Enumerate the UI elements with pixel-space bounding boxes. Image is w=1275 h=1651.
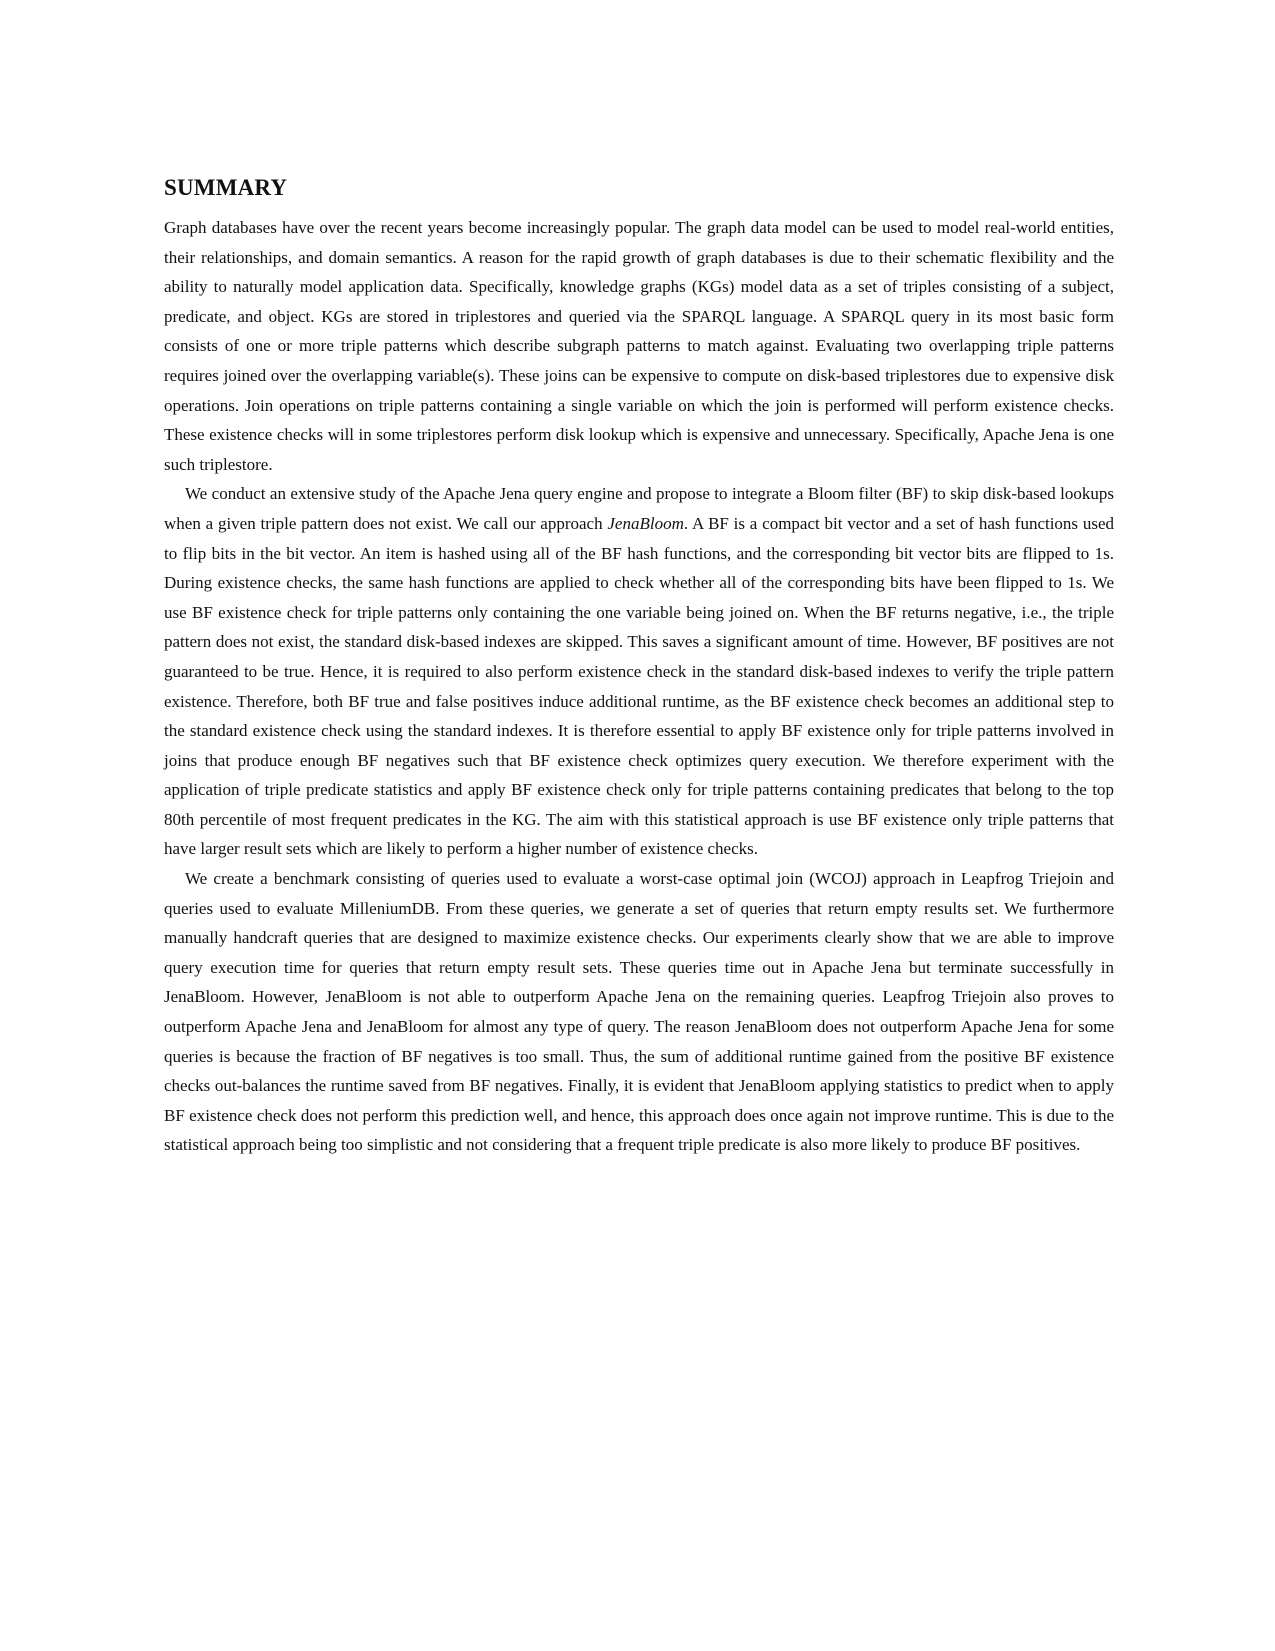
paragraph-3: We create a benchmark consisting of queries used to evaluate a worst-case optimal join (WCOJ) approach in Leapfrog Triejoin and queries used to evaluate MilleniumDB. From these queries, we generate a set of queries that return empty results set. We furthermore manually handcraft queries that are designed to maximize existence checks. Our experiments clearly show that we are able to improve query execution time for queries that return empty result sets. These queries time out in Apache Jena but terminate successfully in JenaBloom. However, JenaBloom is not able to outperform Apache Jena on the remaining queries. Leapfrog Triejoin also proves to outperform Apache Jena and JenaBloom for almost any type of query. The reason JenaBloom does not outperform Apache Jena for some queries is because the fraction of BF negatives is too small. Thus, the sum of additional runtime gained from the positive BF existence checks out-balances the runtime saved from BF negatives. Finally, it is evident that JenaBloom applying statistics to predict when to apply BF existence check does not perform this prediction well, and hence, this approach does once again not improve runtime. This is due to the statistical approach being too simplistic and not considering that a frequent triple predicate is also more likely to produce BF positives. — [164, 869, 1114, 1155]
summary-section — [164, 172, 1114, 1160]
paragraph-2-text-end: . A BF is a compact bit vector and a set of hash functions used to flip bits in the bit vector. An item is hashed using all of the BF hash functions, and the corresponding bit vector bits are flipped to 1s. During existence checks, the same hash functions are applied to check whether all of the corresponding bits have been flipped to 1s. We use BF existence check for triple patterns only containing the one variable being joined on. When the BF returns negative, i.e., the triple pattern does not exist, the standard disk-based indexes are skipped. This saves a significant amount of time. However, BF positives are not guaranteed to be true. Hence, it is required to also perform existence check in the standard disk-based indexes to verify the triple pattern existence. Therefore, both BF true and false positives induce additional runtime, as the BF existence check becomes an additional step to the standard existence check using the standard indexes. It is therefore essential to apply BF existence only for triple patterns involved in joins that produce enough BF negatives such that BF existence check optimizes query execution. We therefore experiment with the application of triple predicate statistics and apply BF existence check only for triple patterns containing predicates that belong to the top 80th percentile of most frequent predicates in the KG. The aim with this statistical approach is use BF existence only triple patterns that have larger result sets which are likely to perform a higher number of existence checks. — [164, 513, 1114, 859]
paragraph-2 — [164, 479, 1114, 864]
paragraph-2-text-start: We conduct an extensive study of the Apache Jena query engine and propose to integrate a Bloom filter (BF) to skip disk-based lookups when a given triple pattern does not exist. We call our approach — [164, 484, 1114, 533]
section-heading: SUMMARY — [164, 175, 288, 200]
paragraph-1: Graph databases have over the recent years become increasingly popular. The graph data model can be used to model real-world entities, their relationships, and domain semantics. A reason for the rapid growth of graph databases is due to their schematic flexibility and the ability to naturally model application data. Specifically, knowledge graphs (KGs) model data as a set of triples consisting of a subject, predicate, and object. KGs are stored in triplestores and queried via the SPARQL language. A SPARQL query in its most basic form consists of one or more triple patterns which describe subgraph patterns to match against. Evaluating two overlapping triple patterns requires joined over the overlapping variable(s). These joins can be expensive to compute on disk-based triplestores due to expensive disk operations. Join operations on triple patterns containing a single variable on which the join is performed will perform existence checks. These existence checks will in some triplestores perform disk lookup which is expensive and unnecessary. Specifically, Apache Jena is one such triplestore. — [164, 218, 1114, 474]
jenabloom-term: JenaBloom — [607, 513, 684, 533]
